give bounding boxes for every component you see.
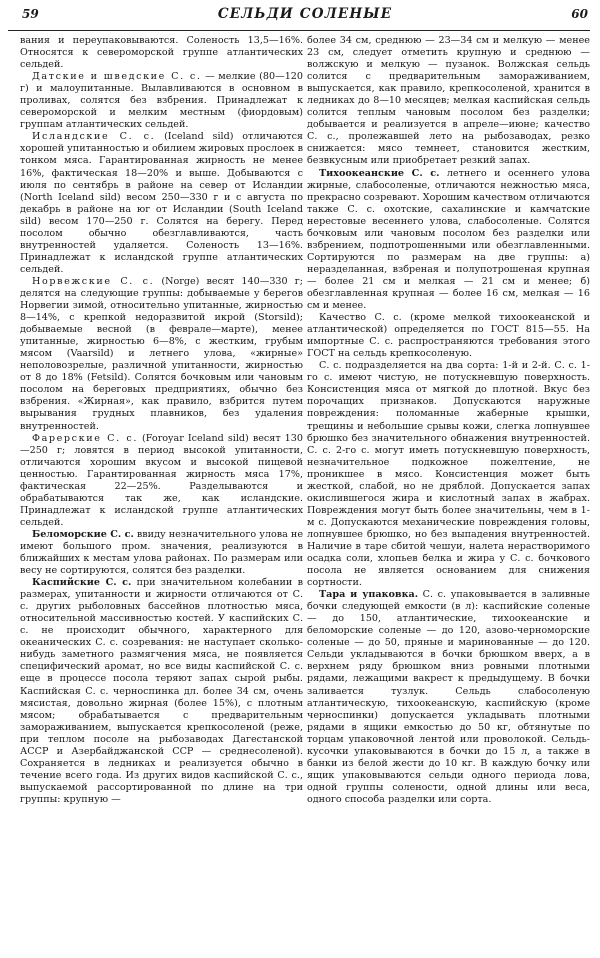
paragraph-quality: Качество С. с. (кроме мелкой тихоокеанской и атлантической) определяется по ГОСТ 815—55. На импортные С. с. распространяются требования этого ГОСТ на сельдь крепкосоленую.	[307, 312, 590, 360]
article-caspian	[20, 577, 303, 806]
entry-text: (Iceland sild) отличаются хорошей упитанностью и обилием жировых прослоек в тонком мяса. Гарантированная жирность не менее 16%, фактическая 18—20% и выше. Добываются с июля по сентябрь в районе на север от Исландии (North Iceland sild) весом 250—330 г и с августа по декабрь в районе на юг от Исландии (South Iceland sild) весом 170—250 г. Солятся на берегу. Перед посолом обычно обезглавливаются, часть внутренностей удаляется. Соленость 13—16%. Принадлежат к исландской группе атлантических сельдей.	[20, 131, 303, 275]
page-number-right: 60	[571, 7, 588, 21]
entry-text: при значительном колебании в размерах, упитанности и жирности отличаются от С. с. других рыболовных бассейнов плотностью мяса, относительной массивностью костей. У каспийских С. с. не происходит обычного, характерного для океанических С. с. созревания: не наступает сколько-нибудь заметного размягчения мяса, не появляется специфический аромат, но все виды каспийской С. с. еще в процессе посола теряют запах сырой рыбы. Каспийская С. с. черноспинка дл. более 34 см, очень мясистая, довольно жирная (более 15%), с плотным мясом; обрабатывается с предварительным замораживанием, выпускается крепкосоленой (реже, при теплом посоле на рыбозаводах Дагестанской АССР и Азербайджанской ССР — среднесоленой). Сохраняется в ледниках и реализуется обычно в течение всего года. Из других видов каспийской С. с., выпускаемой рассортированной по длине на три группы: крупную —	[20, 577, 303, 805]
article-pacific	[307, 168, 590, 313]
entry-text: (Foroyar Iceland sild) весят 130—250 г; ловятся в период высокой упитанности, отличаются хорошим вкусом и высокой пищевой ценностью. Гарантированная жирность мяса 17%, фактическая 22—25%. Разделываются и обрабатываются так же, как исландские. Принадлежат к исландской группе атлантических сельдей.	[20, 432, 303, 528]
entry-heading: Каспийские С. с.	[32, 577, 132, 589]
entry-heading: Беломорские С. с.	[32, 528, 134, 540]
entry-text: ввиду незначительного улова не имеют большого пром. значения, реализуются в ближайших к местам улова районах. По размерам или весу не сортируются, солятся без разделки.	[20, 528, 303, 577]
entry-text: летнего и осеннего улова жирные, слабосоленые, отличаются нежностью мяса, прекрасно созревают. Хорошим качеством отличаются также С. с. охотские, сахалинские и камчатские нерестовые весеннего улова, слабосоленые. Солятся бочковым или чановым посолом без разделки или взбрением, подпотрошенными или обезглавленными. Сортируются по размерам на две группы: а) неразделанная, взбреная и полупотрошеная крупная — более 21 см и мелкая — 21 см и менее; б) обезглавленная крупная — более 16 см, мелкая — 16 см и менее.	[307, 167, 590, 312]
article-faroese	[20, 433, 303, 529]
left-column	[8, 35, 303, 953]
entry-text: — мелкие (80—120 г) и малоупитанные. Вылавливаются в основном в проливах, солятся без взбрения. Принадлежат к североморской и мелким местным (фиордовым) группам атлантических сельдей.	[20, 71, 303, 131]
article-white-sea	[20, 529, 303, 577]
paragraph: более 34 см, среднюю — 23—34 см и мелкую — менее 23 см, следует отметить крупную и среднюю — волжскую и мелкую — пузанок. Волжская сельдь солится с предварительным замораживанием, выпускается, как правило, крепкосоленой, хранится в ледниках до 8—10 месяцев; мелкая каспийская сельдь солится теплым чановым посолом без разделки; добывается и реализуется в апреле—июне; качество С. с., пролежавшей лето на рыбозаводах, резко снижается: мясо темнеет, становится жестким, безвкусным или приобретает резкий запах.	[307, 35, 590, 167]
entry-text: С. с. упаковывается в заливные бочки следующей емкости (в л): каспийские соленые — до 150, атлантические, тихоокеанские и беломорские соленые — до 120, азово-черноморские соленые — до 50, пряные и маринованные — до 120. Сельди укладываются в бочки брюшком вверх, а в верхнем ряду брюшком вниз ровными плотными рядами, лежащими вакрест к предыдущему. В бочки заливается тузлук. Сельдь слабосоленую атлантическую, тихоокеанскую, каспийскую (кроме черноспинки) допускается укладывать плотными рядами в ящики емкостью до 50 кг, обтянутые по торцам упаковочной лентой или проволокой. Сельдь-кусочки упаковываются в бочки до 15 л, а также в банки из белой жести до 10 кг. В каждую бочку или ящик упаковываются сельди одного периода лова, одной группы солености, одной длины или веса, одного способа разделки или сорта.	[307, 589, 590, 805]
entry-heading: Исландские С. с.	[32, 131, 156, 143]
article-danish-swedish	[20, 71, 303, 131]
entry-heading: Тара и упаковка.	[319, 589, 419, 601]
article-icelandic	[20, 131, 303, 276]
entry-heading: Норвежские С. с.	[32, 275, 155, 287]
two-column-body	[8, 35, 590, 953]
article-packaging	[307, 589, 590, 806]
running-title: СЕЛЬДИ СОЛЕНЫЕ	[217, 6, 393, 22]
entry-heading: Фарерские С. с.	[32, 432, 138, 444]
article-norwegian	[20, 276, 303, 433]
paragraph: вания и переупаковываются. Соленость 13,5—16%. Относятся к североморской группе атлантических сельдей.	[20, 35, 303, 71]
page	[0, 6, 600, 958]
right-column	[307, 35, 590, 953]
entry-heading: Датские и шведские С. с.	[32, 71, 202, 83]
running-header	[8, 6, 590, 31]
entry-text: (Norge) весят 140—330 г; делятся на следующие группы: добываемые у берегов Норвегии зимой, относительно упитанные, жирностью 8—14%, с крепкой недоразвитой икрой (Storsild); добываемые весной (в феврале—марте), менее упитанные, жирностью 6—8%, с жестким, грубым мясом (Vaarsild) и летнего улова, «жирные» неполовозрелые, различной упитанности, жирностью от 8 до 18% (Fetsild). Солятся бочковым или чановым посолом на береговых предприятиях, обычно без взбрения. «Жирная», как правило, взбрится путем вырывания грудных плавников, без удаления внутренностей.	[20, 275, 303, 432]
page-number-left: 59	[22, 7, 39, 21]
entry-heading: Тихоокеанские С. с.	[319, 167, 440, 179]
paragraph-grades: С. с. подразделяется на два сорта: 1-й и 2-й. С. с. 1-го с. имеют чистую, не потускневшую поверхность. Консистенция мяса от мягкой до плотной. Вкус без порочащих признаков. Допускаются наружные повреждения: поломанные жаберные крышки, трещины и небольшие срывы кожи, слегка лопнувшее брюшко без значительного обнажения внутренностей. С. с. 2-го с. могут иметь потускневшую поверхность, незначительное подкожное пожелтение, не проникшее в мясо. Консистенция может быть жесткой, слабой, но не дряблой. Допускается запах окислившегося жира и кислотный запах в жабрах. Повреждения могут быть более значительны, чем в 1-м с. Допускаются механические повреждения головы, лопнувшее брюшко, но без выпадения внутренностей. Наличие в таре сбитой чешуи, налета нерастворимого осадка соли, хлопьев белка и жира у С. с. бочкового посола не является основанием для снижения сортности.	[307, 360, 590, 589]
